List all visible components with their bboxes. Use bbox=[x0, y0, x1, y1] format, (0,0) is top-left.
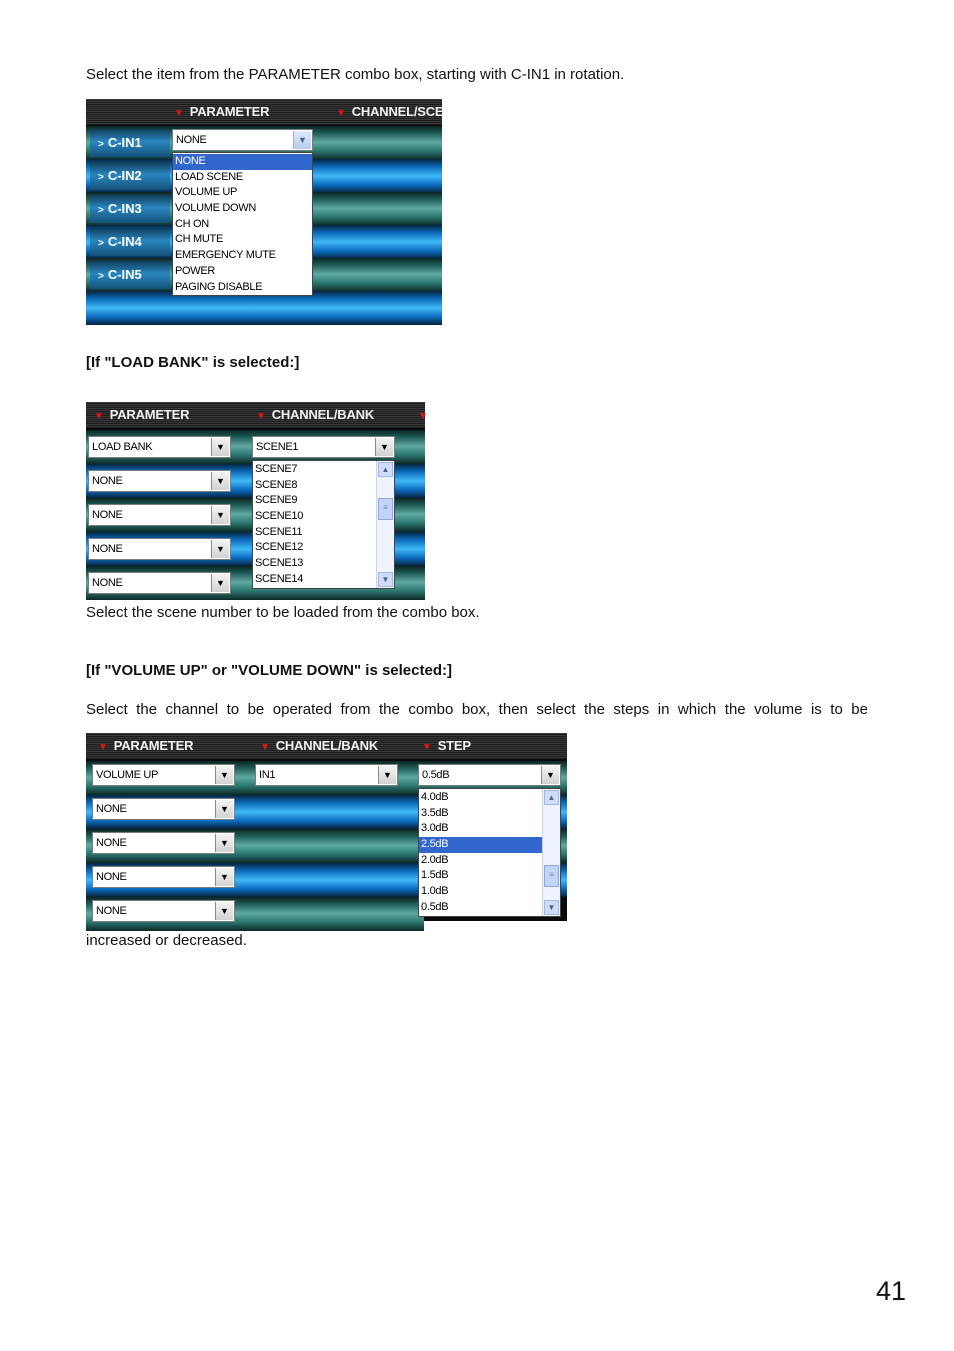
sort-arrow-icon: ▼ bbox=[174, 108, 184, 119]
sort-arrow-icon: ▼ bbox=[98, 742, 108, 753]
combo-value: NONE bbox=[96, 871, 127, 883]
combo-value: NONE bbox=[96, 905, 127, 917]
combo-value: NONE bbox=[92, 475, 123, 487]
list-item[interactable]: 0.5dB bbox=[421, 900, 449, 913]
parameter-row bbox=[86, 897, 424, 931]
dropdown-arrow-icon[interactable]: ▼ bbox=[211, 574, 229, 592]
scroll-down-icon[interactable]: ▼ bbox=[378, 572, 393, 587]
dropdown-arrow-icon[interactable]: ▼ bbox=[211, 540, 229, 558]
list-item[interactable]: SCENE7 bbox=[255, 463, 298, 475]
dropdown-arrow-icon[interactable]: ▼ bbox=[375, 438, 393, 456]
volume-note-line2: increased or decreased. bbox=[86, 932, 247, 949]
load-bank-screenshot bbox=[86, 402, 428, 595]
dropdown-arrow-icon[interactable]: ▼ bbox=[293, 131, 311, 149]
parameter-combo[interactable] bbox=[92, 866, 235, 888]
combo-value: NONE bbox=[92, 509, 123, 521]
scrollbar[interactable] bbox=[542, 789, 560, 916]
list-item[interactable]: 2.0dB bbox=[421, 853, 449, 866]
dropdown-arrow-icon[interactable]: ▼ bbox=[215, 800, 233, 818]
scroll-up-icon[interactable]: ▲ bbox=[378, 462, 393, 477]
dropdown-arrow-icon[interactable]: ▼ bbox=[215, 766, 233, 784]
sort-arrow-icon: ▼ bbox=[418, 411, 428, 422]
list-item[interactable]: 3.0dB bbox=[421, 822, 449, 835]
channel-label: > C-IN4 bbox=[90, 228, 170, 256]
parameter-combo[interactable] bbox=[88, 436, 231, 458]
channel-label: > C-IN2 bbox=[90, 162, 170, 190]
parameter-combo[interactable] bbox=[92, 764, 235, 786]
channel-label: > C-IN1 bbox=[90, 129, 170, 157]
list-item[interactable]: SCENE8 bbox=[255, 478, 298, 491]
parameter-combo[interactable] bbox=[92, 798, 235, 820]
dropdown-arrow-icon[interactable]: ▼ bbox=[215, 834, 233, 852]
sort-arrow-icon: ▼ bbox=[94, 411, 104, 422]
volume-note-line1: Select the channel to be operated from the combo box, then select the steps in which the volume is to be bbox=[86, 701, 868, 718]
scene-options-list[interactable] bbox=[252, 460, 395, 589]
channel-bank-header: ▼ CHANNEL/BANK bbox=[256, 407, 375, 422]
combo-value: VOLUME UP bbox=[96, 769, 159, 781]
list-item[interactable]: LOAD SCENE bbox=[175, 170, 243, 183]
sort-arrow-icon: ▼ bbox=[260, 742, 270, 753]
scroll-thumb[interactable]: ≡ bbox=[378, 498, 393, 520]
sort-arrow-icon: ▼ bbox=[256, 411, 266, 422]
step-options-list[interactable] bbox=[418, 788, 561, 917]
list-item[interactable]: SCENE11 bbox=[255, 525, 303, 538]
volume-heading: [If "VOLUME UP" or "VOLUME DOWN" is selected:] bbox=[86, 662, 452, 679]
load-bank-heading: [If "LOAD BANK" is selected:] bbox=[86, 354, 300, 371]
list-item[interactable]: POWER bbox=[175, 264, 216, 277]
list-item[interactable]: PAGING DISABLE bbox=[175, 280, 263, 293]
parameter-header: ▼ PARAMETER bbox=[98, 738, 194, 753]
combo-value: NONE bbox=[92, 577, 123, 589]
list-item[interactable]: EMERGENCY MUTE bbox=[175, 249, 276, 262]
chevron-right-icon: > bbox=[98, 172, 104, 183]
list-item[interactable]: SCENE13 bbox=[255, 557, 304, 570]
parameter-header: ▼ PARAMETER bbox=[94, 407, 190, 422]
sort-arrow-icon: ▼ bbox=[336, 108, 346, 119]
parameter-options-list[interactable] bbox=[172, 152, 313, 296]
dropdown-arrow-icon[interactable]: ▼ bbox=[215, 902, 233, 920]
combo-value: NONE bbox=[96, 837, 127, 849]
channel-bank-header: ▼ CHANNEL/BANK bbox=[260, 738, 379, 753]
channel-row bbox=[86, 291, 442, 325]
list-item[interactable]: SCENE10 bbox=[255, 510, 304, 523]
combo-value: NONE bbox=[92, 543, 123, 555]
combo-value: NONE bbox=[96, 803, 127, 815]
list-item[interactable]: 3.5dB bbox=[421, 806, 449, 819]
dropdown-arrow-icon[interactable]: ▼ bbox=[211, 472, 229, 490]
parameter-combo[interactable] bbox=[92, 900, 235, 922]
scroll-down-icon[interactable]: ▼ bbox=[544, 900, 559, 915]
list-item[interactable]: NONE bbox=[173, 154, 312, 170]
chevron-right-icon: > bbox=[98, 139, 104, 150]
scrollbar[interactable] bbox=[376, 461, 394, 588]
scroll-thumb[interactable]: ≡ bbox=[544, 865, 559, 887]
chevron-right-icon: > bbox=[98, 271, 104, 282]
chevron-right-icon: > bbox=[98, 205, 104, 216]
list-item[interactable]: SCENE9 bbox=[255, 494, 298, 507]
list-item[interactable]: SCENE12 bbox=[255, 541, 304, 554]
dropdown-arrow-icon[interactable]: ▼ bbox=[215, 868, 233, 886]
channel-label: > C-IN5 bbox=[90, 261, 170, 289]
parameter-combo[interactable] bbox=[88, 504, 231, 526]
list-item[interactable]: VOLUME DOWN bbox=[175, 202, 257, 215]
combo-value: LOAD BANK bbox=[92, 441, 153, 453]
channel-scene-header: ▼ CHANNEL/SCE bbox=[336, 104, 444, 119]
channel-label: > C-IN3 bbox=[90, 195, 170, 223]
chevron-right-icon: > bbox=[98, 238, 104, 249]
parameter-row bbox=[86, 430, 425, 464]
step-combo[interactable] bbox=[418, 764, 561, 786]
combo-value: NONE bbox=[176, 134, 207, 146]
parameter-combo[interactable] bbox=[88, 538, 231, 560]
list-item[interactable]: 1.0dB bbox=[421, 885, 449, 898]
list-item[interactable]: 4.0dB bbox=[421, 791, 449, 803]
list-item[interactable]: CH ON bbox=[175, 217, 209, 230]
parameter-combo[interactable] bbox=[88, 572, 231, 594]
dropdown-arrow-icon[interactable]: ▼ bbox=[541, 766, 559, 784]
step-header: ▼ STEP bbox=[422, 738, 471, 753]
dropdown-arrow-icon[interactable]: ▼ bbox=[211, 506, 229, 524]
parameter-combo[interactable] bbox=[172, 129, 313, 151]
dropdown-arrow-icon[interactable]: ▼ bbox=[211, 438, 229, 456]
column-header-bar bbox=[86, 402, 428, 428]
parameter-combo[interactable] bbox=[88, 470, 231, 492]
intro-text: Select the item from the PARAMETER combo box, starting with C-IN1 in rotation. bbox=[86, 66, 625, 83]
list-item[interactable]: CH MUTE bbox=[175, 233, 224, 246]
page-number: 41 bbox=[876, 1276, 907, 1306]
dropdown-arrow-icon[interactable]: ▼ bbox=[378, 766, 396, 784]
sort-arrow-icon: ▼ bbox=[422, 742, 432, 753]
list-item[interactable]: 1.5dB bbox=[421, 869, 449, 882]
column-header-bar bbox=[86, 733, 567, 759]
parameter-combo-screenshot bbox=[86, 99, 442, 300]
channel-combo[interactable] bbox=[255, 764, 398, 786]
load-bank-note: Select the scene number to be loaded from the combo box. bbox=[86, 604, 480, 621]
channel-bank-combo[interactable] bbox=[252, 436, 395, 458]
parameter-header: ▼ PARAMETER bbox=[174, 104, 270, 119]
combo-value: IN1 bbox=[259, 769, 276, 781]
column-header-bar bbox=[86, 99, 442, 125]
parameter-combo[interactable] bbox=[92, 832, 235, 854]
list-item[interactable]: SCENE14 bbox=[255, 572, 304, 585]
list-item[interactable]: 2.5dB bbox=[419, 837, 560, 853]
combo-value: 0.5dB bbox=[422, 769, 450, 781]
volume-step-screenshot bbox=[86, 733, 567, 926]
list-item[interactable]: VOLUME UP bbox=[175, 186, 238, 199]
combo-value: SCENE1 bbox=[256, 441, 299, 453]
scroll-up-icon[interactable]: ▲ bbox=[544, 790, 559, 805]
